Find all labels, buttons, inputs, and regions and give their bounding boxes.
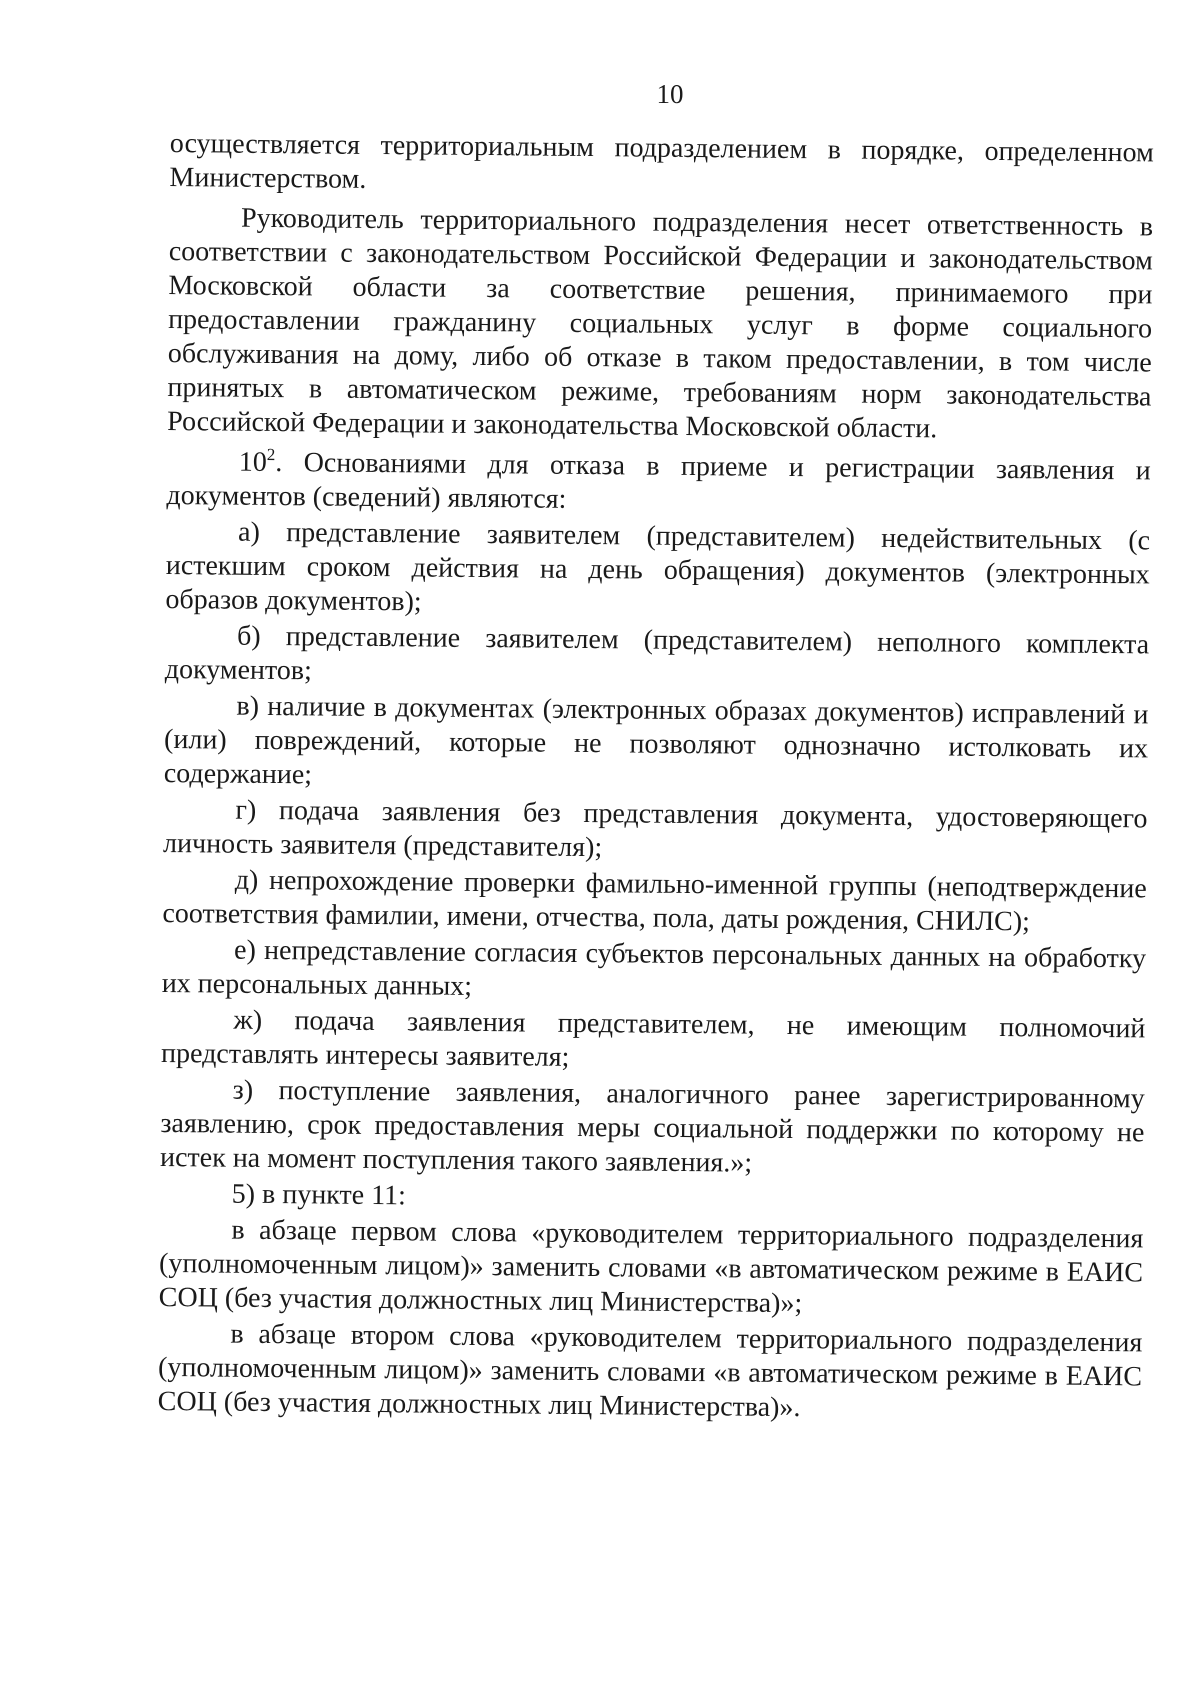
ground-a: а) представление заявителем (представителем) недействительных (с истекшим сроком действия на день обращения) документов (электронных образов документов); xyxy=(165,516,1151,618)
ground-d: д) непрохождение проверки фамильно-именной группы (неподтверждение соответствия фамилии, имени, отчества, пола, даты рождения, СНИЛС); xyxy=(162,864,1147,938)
paragraph-responsibility: Руководитель территориального подразделения несет ответственность в соответствии с законодательством Российской Федерации и законодательством Московской области за соответствие решения, принимаемого при предоставлении гражданину социальных услуг в форме социального обслуживания на дому, либо об отказе в таком предоставлении, в том числе принятых в автоматическом режиме, требованиям норм законодательства Российской Федерации и законодательства Московской области. xyxy=(167,202,1154,445)
ground-e: е) непредставление согласия субъектов персональных данных на обработку их персональных данных; xyxy=(161,934,1147,1002)
amendment-paragraph-second: в абзаце втором слова «руководителем территориального подразделения (уполномоченным лицом)» заменить словами «в автоматическом режиме в ЕАИС СОЦ (без участия должностных лиц Министерства)». xyxy=(157,1318,1143,1424)
document-body xyxy=(158,127,1154,1430)
paragraph-continuation: осуществляется территориальным подразделением в порядке, определенном Министерством. xyxy=(169,127,1154,195)
amendment-paragraph-first: в абзаце первом слова «руководителем территориального подразделения (уполномоченным лицом)» заменить словами «в автоматическом режиме в ЕАИС СОЦ (без участия должностных лиц Министерства)»; xyxy=(158,1214,1144,1320)
ground-g: г) подача заявления без представления документа, удостоверяющего личность заявителя (представителя); xyxy=(162,794,1148,864)
item-5-heading: 5) в пункте 11: xyxy=(231,1178,407,1212)
clause-10-2 xyxy=(166,445,1151,522)
clause-text: . Основаниями для отказа в приеме и регистрации заявления и документов (сведений) являются: xyxy=(166,447,1151,515)
page-number: 10 xyxy=(656,79,684,109)
ground-b: б) представление заявителем (представителем) неполного комплекта документов; xyxy=(164,620,1150,687)
ground-v: в) наличие в документах (электронных образах документов) исправлений и (или) повреждений, которые не позволяют однозначно истолковать их содержание; xyxy=(163,690,1149,791)
clause-number: 10 xyxy=(238,446,267,478)
clause-superscript: 2 xyxy=(266,444,276,464)
ground-z: з) поступление заявления, аналогичного ранее зарегистрированному заявлению, срок предоставления меры социальной поддержки по которому не истек на момент поступления такого заявления.»; xyxy=(159,1074,1145,1179)
ground-zh: ж) подача заявления представителем, не имеющим полномочий представлять интересы заявителя; xyxy=(160,1004,1146,1073)
